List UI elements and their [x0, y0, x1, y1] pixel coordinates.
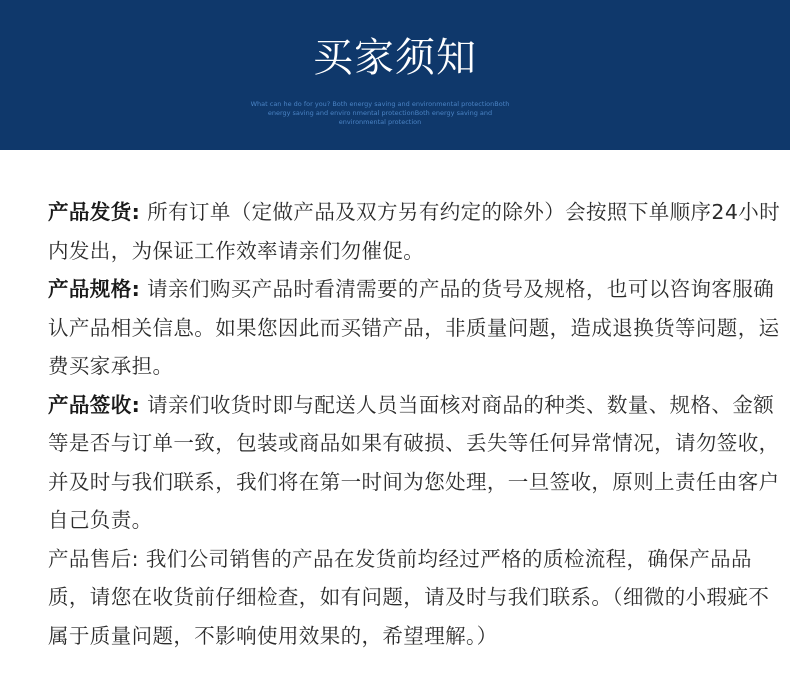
- page-title: 买家须知: [313, 35, 477, 81]
- section-label: 产品发货:: [48, 200, 141, 224]
- section-text: 我们公司销售的产品在发货前均经过严格的质检流程，确保产品品质，请您在收货前仔细检查，如有问题，请及时与我们联系。（细微的小瑕疵不属于质量问题，不影响使用效果的，希望理解。）: [48, 546, 770, 648]
- notice-section-aftersales: [48, 540, 783, 656]
- section-label: 产品规格:: [48, 277, 141, 301]
- notice-section-specs: [48, 270, 783, 386]
- section-text: 请亲们购买产品时看清需要的产品的货号及规格，也可以咨询客服确认产品相关信息。如果您因此而买错产品，非质量问题，造成退换货等问题，运费买家承担。: [48, 277, 780, 378]
- notice-section-shipping: [48, 193, 783, 270]
- header-banner: [0, 0, 790, 150]
- notice-section-signing: [48, 386, 783, 540]
- section-text: 所有订单（定做产品及双方另有约定的除外）会按照下单顺序24小时内发出，为保证工作效率请亲们勿催促。: [48, 200, 781, 263]
- section-label: 产品售后:: [48, 546, 139, 571]
- section-text: 请亲们收货时即与配送人员当面核对商品的种类、数量、规格、金额等是否与订单一致，包装或商品如果有破损、丢失等任何异常情况，请勿签收，并及时与我们联系，我们将在第一时间为您处理，一旦签收，原则上责任由客户自己负责。: [48, 392, 780, 532]
- section-label: 产品签收:: [48, 392, 141, 417]
- header-subtitle: What can he do for you? Both energy saving and environmental protectionBoth energy saving and enviro nmental protectionBoth energy saving and environmental protection: [250, 100, 510, 126]
- notice-content: [48, 193, 783, 655]
